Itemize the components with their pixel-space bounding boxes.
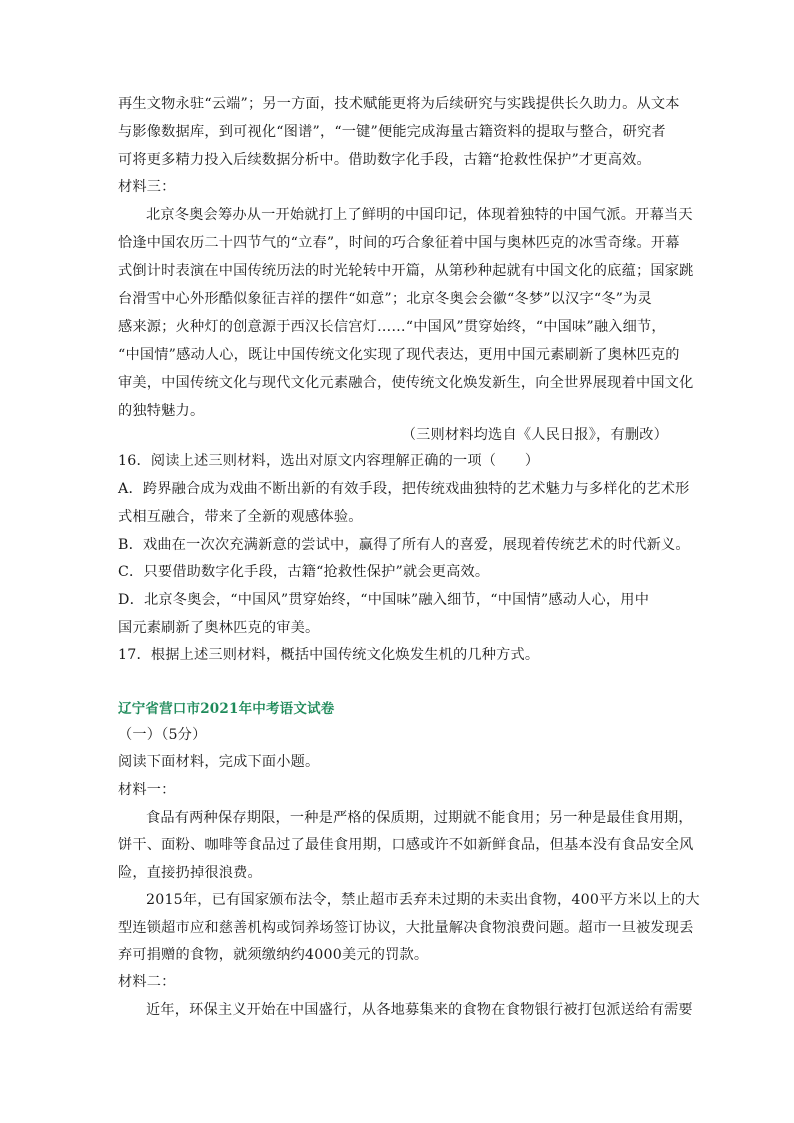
option-d-cont: 国元素刷新了奥林匹克的审美。 xyxy=(118,620,320,636)
paragraph-line: 感来源；火种灯的创意源于西汉长信宫灯……“中国风”贯穿始终，“中国味”融入细节， xyxy=(118,319,666,335)
paragraph-line: “中国情”感动人心，既让中国传统文化实现了现代表达，更用中国元素刷新了奥林匹克的 xyxy=(118,347,680,363)
paragraph-line: 北京冬奥会筹办从一开始就打上了鲜明的中国印记，体现着独特的中国气派。开幕当天 xyxy=(146,207,693,223)
paragraph-line: 再生文物永驻“云端”；另一方面，技术赋能更将为后续研究与实践提供长久助力。从文本 xyxy=(118,96,680,112)
option-c: C．只要借助数字化手段，古籍“抢救性保护”就会更高效。 xyxy=(118,564,490,580)
paragraph-line: 审美，中国传统文化与现代文化元素融合，使传统文化焕发新生，向全世界展现着中国文化 xyxy=(118,375,694,391)
paragraph-line: 2015年，已有国家颁布法令，禁止超市丢弃未过期的未卖出食物，400平方米以上的大 xyxy=(146,892,700,908)
subsection-label: （一）（5分） xyxy=(118,727,207,743)
option-a-cont: 式相互融合，带来了全新的观感体验。 xyxy=(118,509,363,525)
paragraph-line: 台滑雪中心外形酷似象征吉祥的摆件“如意”；北京冬奥会会徽“冬梦”以汉字“冬”为灵 xyxy=(118,291,652,307)
paragraph-line: 型连锁超市应和慈善机构或饲养场签订协议，大批量解决食物浪费问题。超市一旦被发现丢 xyxy=(118,920,694,936)
option-a: A．跨界融合成为戏曲不断出新的有效手段，把传统戏曲独特的艺术魅力与多样化的艺术形 xyxy=(118,481,690,497)
section-heading: 辽宁省营口市2021年中考语文试卷 xyxy=(118,701,335,717)
option-b: B．戏曲在一次次充满新意的尝试中，赢得了所有人的喜爱，展现着传统艺术的时代新义。 xyxy=(118,537,690,553)
paragraph-line: 近年，环保主义开始在中国盛行，从各地募集来的食物在食物银行被打包派送给有需要 xyxy=(146,1002,693,1018)
paragraph-line: 弃可捐赠的食物，就须缴纳约4000美元的罚款。 xyxy=(118,947,429,963)
paragraph-line: 恰逢中国农历二十四节气的“立春”，时间的巧合象征着中国与奥林匹克的冰雪奇缘。开幕 xyxy=(118,235,680,251)
material-label: 材料三： xyxy=(118,179,176,195)
material-label: 材料一： xyxy=(118,782,176,798)
paragraph-line: 的独特魅力。 xyxy=(118,403,205,419)
paragraph-line: 饼干、面粉、咖啡等食品过了最佳食用期，口感或许不如新鲜食品，但基本没有食品安全风 xyxy=(118,837,694,853)
source-note: （三则材料均选自《人民日报》，有删改） xyxy=(401,427,668,443)
paragraph-line: 食品有两种保存期限，一种是严格的保质期，过期就不能食用；另一种是最佳食用期， xyxy=(146,810,693,826)
paragraph-line: 可将更多精力投入后续数据分析中。借助数字化手段，古籍“抢救性保护”才更高效。 xyxy=(118,152,651,168)
paragraph-line: 式倒计时表演在中国传统历法的时光轮转中开篇，从第秒种起就有中国文化的底蕴；国家跳 xyxy=(118,263,694,279)
material-label: 材料二： xyxy=(118,974,176,990)
question-17: 17．根据上述三则材料，概括中国传统文化焕发生机的几种方式。 xyxy=(118,647,540,663)
paragraph-line: 与影像数据库，到可视化“图谱”，“一键”便能完成海量古籍资料的提取与整合，研究者 xyxy=(118,124,666,140)
paragraph-line: 险，直接扔掉很浪费。 xyxy=(118,865,262,881)
instruction: 阅读下面材料，完成下面小题。 xyxy=(118,754,320,770)
option-d: D．北京冬奥会，“中国风”贯穿始终，“中国味”融入细节，“中国情”感动人心，用中 xyxy=(118,592,650,608)
question-16: 16．阅读上述三则材料，选出对原文内容理解正确的一项（ ） xyxy=(118,453,540,469)
